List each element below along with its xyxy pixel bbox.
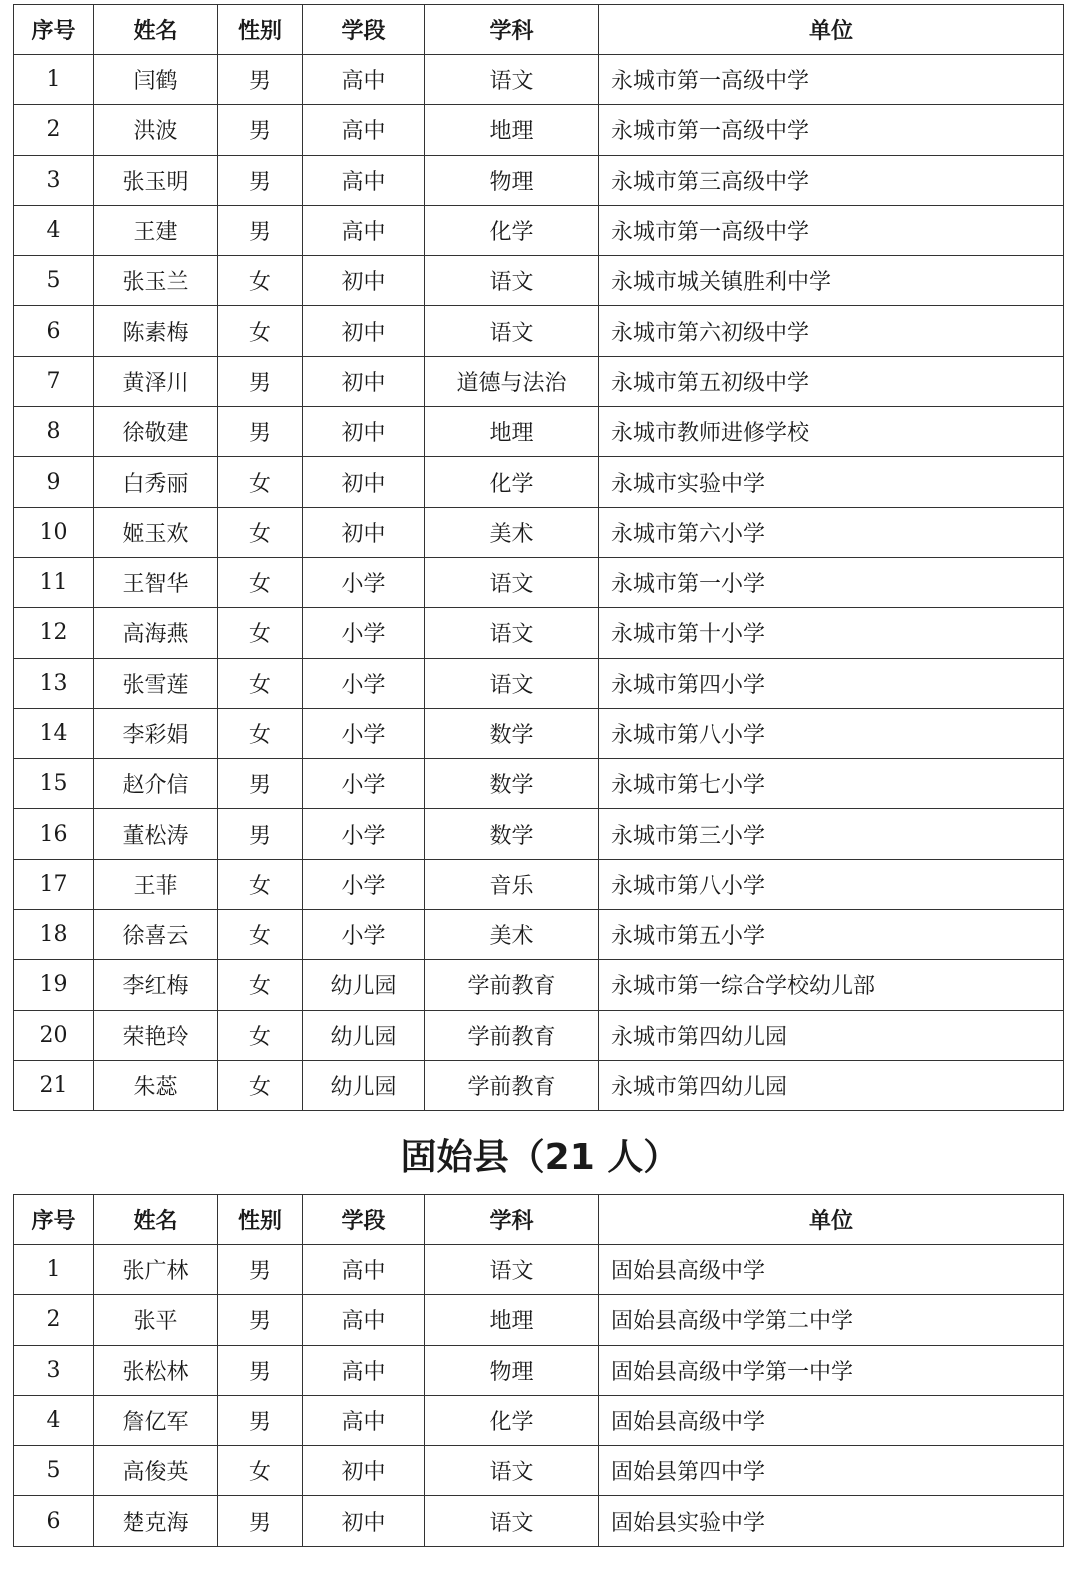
unit-cell: 永城市第一高级中学 [599,205,1064,255]
table-row [14,859,1064,909]
unit-cell: 永城市第三小学 [599,809,1064,859]
seq-cell: 10 [14,507,94,557]
header-unit: 单位 [599,5,1064,55]
subject-cell: 学前教育 [425,1060,599,1110]
gender-cell: 男 [218,105,303,155]
gender-cell: 女 [218,1446,303,1496]
seq-cell: 16 [14,809,94,859]
table-row [14,809,1064,859]
stage-cell: 高中 [303,1345,425,1395]
subject-cell: 数学 [425,708,599,758]
stage-cell: 高中 [303,1295,425,1345]
unit-cell: 固始县高级中学第一中学 [599,1345,1064,1395]
table-row [14,507,1064,557]
header-stage: 学段 [303,1195,425,1245]
table-row [14,759,1064,809]
seq-cell: 5 [14,1446,94,1496]
gender-cell: 女 [218,708,303,758]
seq-cell: 6 [14,1496,94,1546]
subject-cell: 物理 [425,1345,599,1395]
stage-cell: 高中 [303,1395,425,1445]
stage-cell: 高中 [303,1245,425,1295]
unit-cell: 永城市城关镇胜利中学 [599,256,1064,306]
table-row [14,1496,1064,1546]
stage-cell: 幼儿园 [303,1060,425,1110]
header-name: 姓名 [94,5,218,55]
header-gender: 性别 [218,1195,303,1245]
header-subject: 学科 [425,1195,599,1245]
gender-cell: 女 [218,507,303,557]
unit-cell: 永城市第一小学 [599,557,1064,607]
subject-cell: 数学 [425,809,599,859]
name-cell: 朱蕊 [94,1060,218,1110]
subject-cell: 地理 [425,105,599,155]
seq-cell: 15 [14,759,94,809]
gender-cell: 女 [218,859,303,909]
gender-cell: 男 [218,1295,303,1345]
name-cell: 徐喜云 [94,910,218,960]
unit-cell: 永城市第四小学 [599,658,1064,708]
name-cell: 黄泽川 [94,356,218,406]
subject-cell: 学前教育 [425,960,599,1010]
unit-cell: 永城市第四幼儿园 [599,1010,1064,1060]
name-cell: 荣艳玲 [94,1010,218,1060]
gender-cell: 男 [218,759,303,809]
name-cell: 赵介信 [94,759,218,809]
subject-cell: 地理 [425,407,599,457]
name-cell: 高海燕 [94,608,218,658]
stage-cell: 幼儿园 [303,960,425,1010]
seq-cell: 4 [14,1395,94,1445]
unit-cell: 永城市第八小学 [599,708,1064,758]
unit-cell: 永城市教师进修学校 [599,407,1064,457]
gender-cell: 女 [218,256,303,306]
subject-cell: 化学 [425,457,599,507]
table-row [14,356,1064,406]
subject-cell: 语文 [425,256,599,306]
seq-cell: 12 [14,608,94,658]
seq-cell: 14 [14,708,94,758]
table-row [14,205,1064,255]
name-cell: 张玉明 [94,155,218,205]
unit-cell: 永城市第六小学 [599,507,1064,557]
header-unit: 单位 [599,1195,1064,1245]
unit-cell: 永城市第十小学 [599,608,1064,658]
subject-cell: 美术 [425,507,599,557]
table-row [14,1010,1064,1060]
seq-cell: 11 [14,557,94,607]
gender-cell: 女 [218,960,303,1010]
unit-cell: 固始县高级中学 [599,1245,1064,1295]
header-gender: 性别 [218,5,303,55]
seq-cell: 5 [14,256,94,306]
subject-cell: 语文 [425,1496,599,1546]
unit-cell: 永城市第六初级中学 [599,306,1064,356]
stage-cell: 初中 [303,1446,425,1496]
unit-cell: 永城市第一综合学校幼儿部 [599,960,1064,1010]
stage-cell: 小学 [303,658,425,708]
gender-cell: 女 [218,910,303,960]
name-cell: 董松涛 [94,809,218,859]
gender-cell: 男 [218,1395,303,1445]
stage-cell: 初中 [303,407,425,457]
stage-cell: 初中 [303,507,425,557]
subject-cell: 语文 [425,557,599,607]
gender-cell: 女 [218,1010,303,1060]
name-cell: 高俊英 [94,1446,218,1496]
stage-cell: 高中 [303,55,425,105]
header-seq: 序号 [14,1195,94,1245]
unit-cell: 固始县高级中学 [599,1395,1064,1445]
table-row [14,105,1064,155]
name-cell: 张雪莲 [94,658,218,708]
seq-cell: 2 [14,105,94,155]
seq-cell: 6 [14,306,94,356]
subject-cell: 化学 [425,205,599,255]
name-cell: 张平 [94,1295,218,1345]
gender-cell: 男 [218,1345,303,1395]
table-header-row [14,1195,1064,1245]
name-cell: 王菲 [94,859,218,909]
stage-cell: 小学 [303,859,425,909]
unit-cell: 永城市第五初级中学 [599,356,1064,406]
table-header-row [14,5,1064,55]
seq-cell: 13 [14,658,94,708]
subject-cell: 语文 [425,55,599,105]
seq-cell: 17 [14,859,94,909]
gushi-teacher-table [13,1194,1064,1547]
unit-cell: 永城市第四幼儿园 [599,1060,1064,1110]
table-row [14,55,1064,105]
gender-cell: 女 [218,457,303,507]
unit-cell: 永城市实验中学 [599,457,1064,507]
subject-cell: 语文 [425,608,599,658]
subject-cell: 语文 [425,1446,599,1496]
stage-cell: 高中 [303,105,425,155]
table-row [14,708,1064,758]
gender-cell: 女 [218,1060,303,1110]
stage-cell: 初中 [303,256,425,306]
unit-cell: 永城市第八小学 [599,859,1064,909]
gender-cell: 女 [218,306,303,356]
stage-cell: 小学 [303,557,425,607]
unit-cell: 永城市第一高级中学 [599,105,1064,155]
table-row [14,658,1064,708]
gender-cell: 女 [218,658,303,708]
stage-cell: 小学 [303,608,425,658]
gender-cell: 男 [218,205,303,255]
header-name: 姓名 [94,1195,218,1245]
table-row [14,306,1064,356]
unit-cell: 固始县第四中学 [599,1446,1064,1496]
unit-cell: 永城市第三高级中学 [599,155,1064,205]
name-cell: 张松林 [94,1345,218,1395]
subject-cell: 化学 [425,1395,599,1445]
stage-cell: 高中 [303,155,425,205]
gender-cell: 男 [218,155,303,205]
seq-cell: 1 [14,55,94,105]
gender-cell: 男 [218,809,303,859]
stage-cell: 初中 [303,457,425,507]
table-row [14,960,1064,1010]
subject-cell: 美术 [425,910,599,960]
table-row [14,1295,1064,1345]
name-cell: 张玉兰 [94,256,218,306]
table-row [14,557,1064,607]
stage-cell: 小学 [303,759,425,809]
subject-cell: 语文 [425,306,599,356]
stage-cell: 小学 [303,809,425,859]
seq-cell: 20 [14,1010,94,1060]
subject-cell: 道德与法治 [425,356,599,406]
unit-cell: 固始县实验中学 [599,1496,1064,1546]
seq-cell: 4 [14,205,94,255]
stage-cell: 幼儿园 [303,1010,425,1060]
table-row [14,1345,1064,1395]
gender-cell: 男 [218,407,303,457]
unit-cell: 永城市第五小学 [599,910,1064,960]
table-row [14,1245,1064,1295]
table-row [14,608,1064,658]
subject-cell: 地理 [425,1295,599,1345]
gender-cell: 女 [218,557,303,607]
subject-cell: 语文 [425,1245,599,1295]
name-cell: 李彩娟 [94,708,218,758]
stage-cell: 小学 [303,708,425,758]
gender-cell: 男 [218,356,303,406]
seq-cell: 19 [14,960,94,1010]
header-stage: 学段 [303,5,425,55]
table-row [14,1060,1064,1110]
seq-cell: 3 [14,155,94,205]
table-row [14,256,1064,306]
unit-cell: 固始县高级中学第二中学 [599,1295,1064,1345]
name-cell: 张广林 [94,1245,218,1295]
gender-cell: 男 [218,55,303,105]
table-row [14,910,1064,960]
subject-cell: 学前教育 [425,1010,599,1060]
name-cell: 王建 [94,205,218,255]
name-cell: 闫鹤 [94,55,218,105]
unit-cell: 永城市第一高级中学 [599,55,1064,105]
name-cell: 楚克海 [94,1496,218,1546]
name-cell: 洪波 [94,105,218,155]
gender-cell: 女 [218,608,303,658]
subject-cell: 数学 [425,759,599,809]
unit-cell: 永城市第七小学 [599,759,1064,809]
seq-cell: 7 [14,356,94,406]
seq-cell: 21 [14,1060,94,1110]
seq-cell: 1 [14,1245,94,1295]
name-cell: 陈素梅 [94,306,218,356]
stage-cell: 小学 [303,910,425,960]
subject-cell: 语文 [425,658,599,708]
gender-cell: 男 [218,1496,303,1546]
name-cell: 王智华 [94,557,218,607]
stage-cell: 初中 [303,306,425,356]
table-row [14,155,1064,205]
seq-cell: 9 [14,457,94,507]
stage-cell: 初中 [303,1496,425,1546]
table-row [14,407,1064,457]
name-cell: 白秀丽 [94,457,218,507]
name-cell: 姬玉欢 [94,507,218,557]
name-cell: 徐敬建 [94,407,218,457]
seq-cell: 18 [14,910,94,960]
name-cell: 李红梅 [94,960,218,1010]
header-subject: 学科 [425,5,599,55]
table-row [14,1395,1064,1445]
stage-cell: 高中 [303,205,425,255]
yongcheng-teacher-table [13,4,1064,1111]
section-title-gushi: 固始县（21 人） [400,1137,680,1178]
stage-cell: 初中 [303,356,425,406]
subject-cell: 音乐 [425,859,599,909]
seq-cell: 3 [14,1345,94,1395]
name-cell: 詹亿军 [94,1395,218,1445]
table-row [14,457,1064,507]
header-seq: 序号 [14,5,94,55]
seq-cell: 8 [14,407,94,457]
seq-cell: 2 [14,1295,94,1345]
gender-cell: 男 [218,1245,303,1295]
table-row [14,1446,1064,1496]
subject-cell: 物理 [425,155,599,205]
